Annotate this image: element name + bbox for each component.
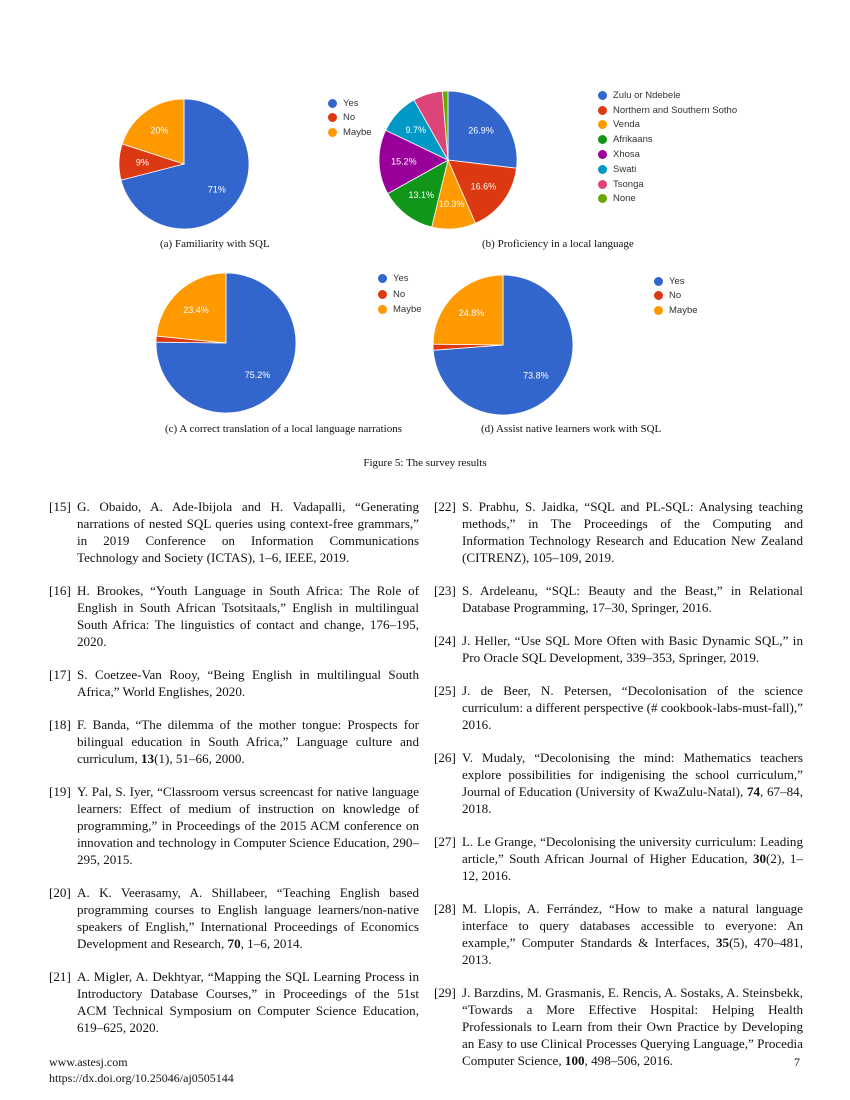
reference-text: A. K. Veerasamy, A. Shillabeer, “Teaching English based programming courses to English language learners/non-native speakers of English,” International Proceedings of Economics Development and Research, 70, 1–6, 2014. bbox=[77, 885, 419, 951]
reference-number: [29] bbox=[434, 985, 456, 1000]
pie-label-maybe: 20% bbox=[150, 125, 169, 136]
reference-number: [17] bbox=[49, 667, 71, 682]
legend-swatch-icon bbox=[598, 165, 607, 174]
legend-label: No bbox=[393, 288, 406, 300]
references-left-column bbox=[49, 498, 419, 1036]
footer-doi[interactable]: https://dx.doi.org/10.25046/aj0505144 bbox=[49, 1071, 234, 1085]
reference-text: G. Obaido, A. Ade-Ibijola and H. Vadapalli, “Generating narrations of nested SQL queries using context-free grammars,” in 2019 Conference on Information Communications Technology and Society (ICTAS), 1–6, IEEE, 2019. bbox=[77, 499, 419, 565]
legend-item-maybe bbox=[654, 303, 698, 318]
legend-item-zulu-or-ndebele bbox=[598, 88, 737, 103]
pie-label-afrikaans: 13.1% bbox=[408, 190, 435, 201]
caption-a: (a) Familiarity with SQL bbox=[160, 238, 270, 250]
legend-swatch-icon bbox=[328, 99, 337, 108]
pie-label-xhosa: 15.2% bbox=[391, 156, 417, 167]
caption-b: (b) Proficiency in a local language bbox=[482, 238, 634, 250]
legend-swatch-icon bbox=[328, 128, 337, 137]
legend-label: Venda bbox=[613, 119, 640, 131]
page-number: 7 bbox=[794, 1055, 800, 1069]
legend-item-no bbox=[378, 287, 422, 303]
reference-number: [20] bbox=[49, 885, 71, 900]
legend-swatch-icon bbox=[328, 113, 337, 122]
legend-item-northern-and-southern-sotho bbox=[598, 103, 737, 118]
reference-text: S. Prabhu, S. Jaidka, “SQL and PL-SQL: Analysing teaching methods,” in The Proceedings of the Computing and Information Technology Research and Education New Zealand (CITRENZ), 105–109, 2019. bbox=[462, 499, 803, 565]
reference-number: [16] bbox=[49, 583, 71, 598]
legend-item-afrikaans bbox=[598, 132, 737, 147]
reference-item bbox=[434, 582, 803, 616]
pie-label-no: 9% bbox=[135, 157, 149, 168]
pie-label-yes: 71% bbox=[207, 184, 226, 195]
legend-label: Maybe bbox=[343, 126, 372, 138]
legend-label: Swati bbox=[613, 163, 637, 175]
pie-chart-familiarity-sql bbox=[119, 99, 249, 229]
reference-text: H. Brookes, “Youth Language in South Africa: The Role of English in South African Tsotsitaals,” English in multilingual South Africa: The linguistics of contact and change, 176–195, 2020. bbox=[77, 583, 419, 649]
legend-item-yes bbox=[654, 274, 698, 289]
pie-label-venda: 10.3% bbox=[438, 199, 465, 210]
reference-text: L. Le Grange, “Decolonising the university curriculum: Leading article,” South African Journal of Higher Education, 30(2), 1–12, 2016. bbox=[462, 834, 803, 883]
legend-swatch-icon bbox=[654, 277, 663, 286]
legend-item-venda bbox=[598, 118, 737, 133]
reference-number: [28] bbox=[434, 901, 456, 916]
reference-number: [18] bbox=[49, 717, 71, 732]
pie-label-zulu-or-ndebele: 26.9% bbox=[468, 125, 494, 136]
pie-label-maybe: 24.8% bbox=[458, 308, 485, 319]
legend-item-yes bbox=[328, 96, 372, 111]
reference-item bbox=[434, 833, 803, 884]
reference-text: J. Heller, “Use SQL More Often with Basic Dynamic SQL,” in Pro Oracle SQL Development, 339–353, Springer, 2019. bbox=[462, 633, 803, 665]
reference-text: J. Barzdins, M. Grasmanis, E. Rencis, A. Sostaks, A. Steinsbekk, “Towards a More Effective Hospital: Helping Health Professionals to Learn from their Own Practice by Developing an Easy to use Clinical Processes Querying Language,” Procedia Computer Science, 100, 498–506, 2016. bbox=[462, 985, 803, 1068]
reference-item bbox=[49, 884, 419, 952]
legend-swatch-icon bbox=[378, 274, 387, 283]
legend-item-swati bbox=[598, 162, 737, 177]
references-right-column bbox=[434, 498, 803, 1069]
legend-swatch-icon bbox=[598, 135, 607, 144]
reference-number: [23] bbox=[434, 583, 456, 598]
legend-label: Zulu or Ndebele bbox=[613, 89, 681, 101]
pie-label-maybe: 23.4% bbox=[183, 304, 209, 315]
reference-item bbox=[49, 498, 419, 566]
reference-item bbox=[434, 682, 803, 733]
pie-chart-local-language bbox=[379, 91, 517, 229]
legend-item-none bbox=[598, 192, 737, 207]
reference-item bbox=[434, 498, 803, 566]
reference-number: [19] bbox=[49, 784, 71, 799]
legend-swatch-icon bbox=[598, 180, 607, 189]
caption-c: (c) A correct translation of a local language narrations bbox=[165, 423, 403, 435]
pie-label-yes: 75.2% bbox=[244, 369, 271, 380]
reference-item bbox=[434, 900, 803, 968]
legend-item-yes bbox=[378, 271, 422, 287]
reference-number: [21] bbox=[49, 969, 71, 984]
reference-number: [15] bbox=[49, 499, 71, 514]
reference-item bbox=[49, 582, 419, 650]
legend-item-maybe bbox=[328, 125, 372, 140]
footer bbox=[49, 1054, 234, 1086]
footer-site[interactable]: www.astesj.com bbox=[49, 1055, 128, 1069]
reference-text: Y. Pal, S. Iyer, “Classroom versus screencast for native language learners: Effect of medium of instruction on knowledge of programming,” in Proceedings of the 2015 ACM conference on innovation and technology in Computer Science Education, 290–295, 2015. bbox=[77, 784, 419, 867]
legend-item-tsonga bbox=[598, 177, 737, 192]
pie-label-northern-and-southern-sotho: 16.6% bbox=[470, 181, 497, 192]
caption-d: (d) Assist native learners work with SQL bbox=[481, 423, 662, 435]
legend-label: Yes bbox=[393, 273, 409, 285]
legend-familiarity-sql bbox=[328, 96, 372, 140]
legend-swatch-icon bbox=[598, 150, 607, 159]
pie-chart-translation bbox=[156, 273, 296, 413]
legend-swatch-icon bbox=[378, 305, 387, 314]
reference-item bbox=[49, 968, 419, 1036]
legend-swatch-icon bbox=[598, 194, 607, 203]
pie-chart-assist-learners bbox=[433, 275, 573, 415]
reference-text: M. Llopis, A. Ferrández, “How to make a natural language interface to query databases accessible to everyone: An example,” Computer Standards & Interfaces, 35(5), 470–481, 2013. bbox=[462, 901, 803, 967]
legend-label: Xhosa bbox=[613, 149, 640, 161]
legend-swatch-icon bbox=[598, 106, 607, 115]
legend-item-xhosa bbox=[598, 147, 737, 162]
legend-item-no bbox=[654, 289, 698, 304]
reference-item bbox=[434, 632, 803, 666]
reference-text: J. de Beer, N. Petersen, “Decolonisation of the science curriculum: a different perspective (# cookbook-labs-must-fall),” 2016. bbox=[462, 683, 803, 732]
legend-label: Northern and Southern Sotho bbox=[613, 104, 738, 116]
reference-item bbox=[49, 666, 419, 700]
reference-text: S. Ardeleanu, “SQL: Beauty and the Beast,” in Relational Database Programming, 17–30, Springer, 2016. bbox=[462, 583, 803, 615]
reference-text: S. Coetzee-Van Rooy, “Being English in multilingual South Africa,” World Englishes, 2020. bbox=[77, 667, 419, 699]
legend-translation bbox=[378, 271, 422, 318]
legend-swatch-icon bbox=[654, 306, 663, 315]
reference-number: [25] bbox=[434, 683, 456, 698]
reference-number: [26] bbox=[434, 750, 456, 765]
reference-text: V. Mudaly, “Decolonising the mind: Mathematics teachers explore possibilities for indigenising the school curriculum,” Journal of Education (University of KwaZulu-Natal), 74, 67–84, 2018. bbox=[462, 750, 803, 816]
legend-label: No bbox=[343, 112, 356, 124]
pie-label-swati: 9.7% bbox=[405, 124, 426, 135]
legend-assist-learners bbox=[654, 274, 698, 318]
legend-label: Afrikaans bbox=[613, 134, 653, 146]
reference-item bbox=[434, 749, 803, 817]
legend-swatch-icon bbox=[598, 91, 607, 100]
legend-item-maybe bbox=[378, 302, 422, 318]
legend-local-language bbox=[598, 88, 737, 206]
reference-item bbox=[49, 783, 419, 868]
reference-text: F. Banda, “The dilemma of the mother tongue: Prospects for bilingual education in South Africa,” Language culture and curriculum, 13(1), 51–66, 2000. bbox=[77, 717, 419, 766]
pie-label-yes: 73.8% bbox=[523, 370, 549, 381]
legend-label: None bbox=[613, 193, 636, 205]
reference-text: A. Migler, A. Dekhtyar, “Mapping the SQL Learning Process in Introductory Database Courses,” in Proceedings of the 51st ACM Technical Symposium on Computer Science Education, 619–625, 2020. bbox=[77, 969, 419, 1035]
legend-swatch-icon bbox=[598, 120, 607, 129]
reference-item bbox=[434, 984, 803, 1069]
legend-label: No bbox=[669, 290, 682, 302]
legend-swatch-icon bbox=[654, 291, 663, 300]
figure-caption: Figure 5: The survey results bbox=[363, 457, 487, 469]
reference-number: [22] bbox=[434, 499, 456, 514]
legend-label: Yes bbox=[343, 97, 359, 109]
legend-label: Yes bbox=[669, 275, 685, 287]
legend-label: Maybe bbox=[669, 304, 698, 316]
reference-item bbox=[49, 716, 419, 767]
reference-number: [24] bbox=[434, 633, 456, 648]
legend-swatch-icon bbox=[378, 290, 387, 299]
reference-number: [27] bbox=[434, 834, 456, 849]
legend-label: Tsonga bbox=[613, 178, 644, 190]
legend-item-no bbox=[328, 111, 372, 126]
legend-label: Maybe bbox=[393, 304, 422, 316]
